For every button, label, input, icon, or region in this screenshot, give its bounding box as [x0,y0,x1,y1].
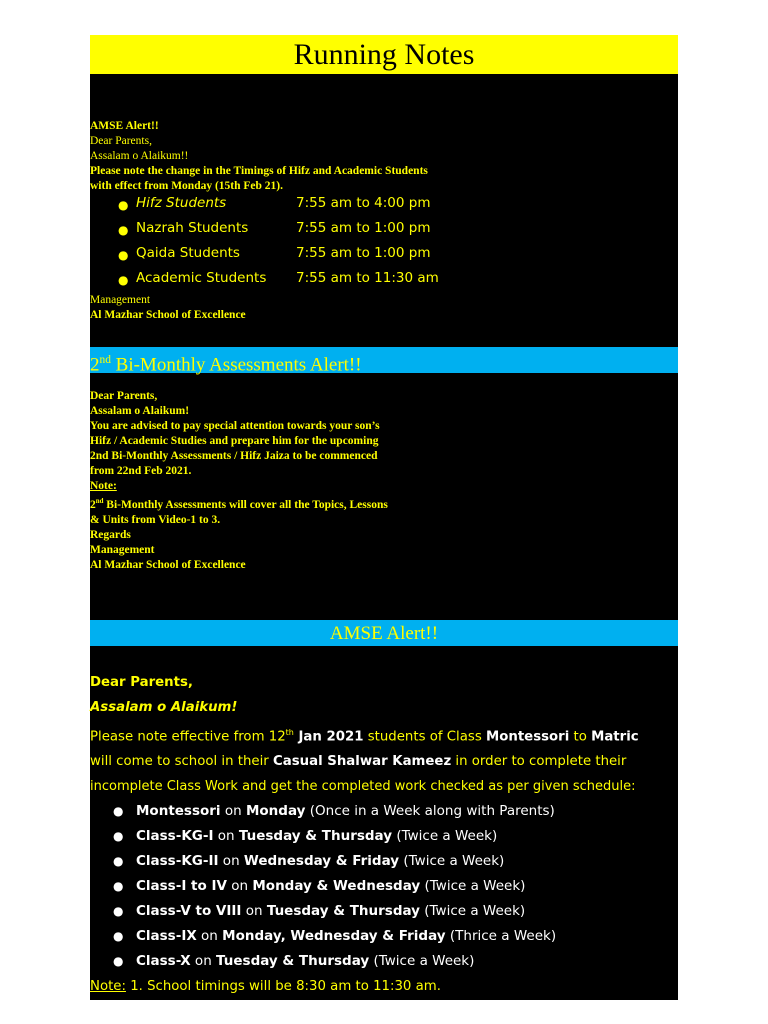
list-item: ● Hifz Students 7:55 am to 4:00 pm [118,195,431,212]
note-label: Note: [90,480,117,492]
note-line: Note: 1. School timings will be 8:30 am to 11:30 am. [90,979,441,995]
bullet-icon: ● [118,198,129,212]
notice-line: Please note effective from 12th Jan 2021 students of Class Montessori to Matric [90,728,639,745]
section-header: AMSE Alert!! [90,620,678,646]
bullet-icon: ● [113,904,124,919]
list-item: ● Class-KG-I on Tuesday & Thursday (Twice a Week) [90,824,678,849]
bullet-icon: ● [118,273,129,287]
greeting-line: Dear Parents, [90,135,152,147]
notice-line: will come to school in their Casual Shalwar Kameez in order to complete their [90,754,627,770]
bullet-icon: ● [113,954,124,969]
page-title: Running Notes [90,35,678,74]
bullet-icon: ● [113,829,124,844]
timings-notice [90,119,678,194]
timings-list [118,195,678,295]
notice-line: with effect from Monday (15th Feb 21). [90,180,284,192]
assessment-notice: Dear Parents, Assalam o Alaikum! You are advised to pay special attention towards your son’s Hifz / Academic Studies and prepare him for the upcoming 2nd Bi-Monthly Assessments / Hifz Jaiza to be commenced from 22nd Feb 2021. Note: 2nd Bi-Monthly Assessments will cover all the Topics, Lessons & Units from Video-1 to 3. Regards Management Al Mazhar School of Excellence [90,389,678,573]
schedule-list [90,799,678,974]
bullet-icon: ● [118,248,129,262]
alert-heading: AMSE Alert!! [90,120,159,132]
list-item: ● Nazrah Students 7:55 am to 1:00 pm [118,220,431,237]
list-item: ● Class-KG-II on Wednesday & Friday (Twice a Week) [90,849,678,874]
greeting-line: Assalam o Alaikum!! [90,150,189,162]
bullet-icon: ● [113,854,124,869]
notice-line: Please note the change in the Timings of Hifz and Academic Students [90,165,428,177]
document-page [90,35,678,1000]
bullet-icon: ● [118,223,129,237]
list-item: ● Class-I to IV on Monday & Wednesday (Twice a Week) [90,874,678,899]
uniform-notice: Dear Parents, Assalam o Alaikum! Please note effective from 12th Jan 2021 students of Class Montessori to Matric will come to school in their Casual Shalwar Kameez in order to complete their incomplete Class Work and get the completed work checked as per given schedule: ● Montessori on Monday (Once in a Week along with Parents) ● Class-KG-I on Tuesday & Thursday (Twice a Week) ● Class-KG-II on Wednesday & Friday (Twice a Week) ● Class-I to IV on Monday & Wednesday (Twice a Week) ● Class-V to VIII on Tuesday & Thursday (Twice a Week) ● Class-IX on Monday, Wednesday & Friday (Thrice a Week) ● Class-X on Tuesday & Thursday (Twice a Week) Note: 1. School timings will be 8:30 am to 11:30 am. [90,670,678,999]
list-item: ● Class-X on Tuesday & Thursday (Twice a Week) [90,949,678,974]
list-item: ● Class-V to VIII on Tuesday & Thursday (Twice a Week) [90,899,678,924]
list-item: ● Class-IX on Monday, Wednesday & Friday (Thrice a Week) [90,924,678,949]
list-item: ● Academic Students 7:55 am to 11:30 am [118,270,439,287]
section-header: 2nd Bi-Monthly Assessments Alert!! [90,347,678,373]
list-item: ● Montessori on Monday (Once in a Week along with Parents) [90,799,678,824]
bullet-icon: ● [113,929,124,944]
signature: Management Al Mazhar School of Excellence [90,294,246,321]
bullet-icon: ● [113,879,124,894]
bullet-icon: ● [113,804,124,819]
list-item: ● Qaida Students 7:55 am to 1:00 pm [118,245,431,262]
notice-line: incomplete Class Work and get the completed work checked as per given schedule: [90,779,636,795]
